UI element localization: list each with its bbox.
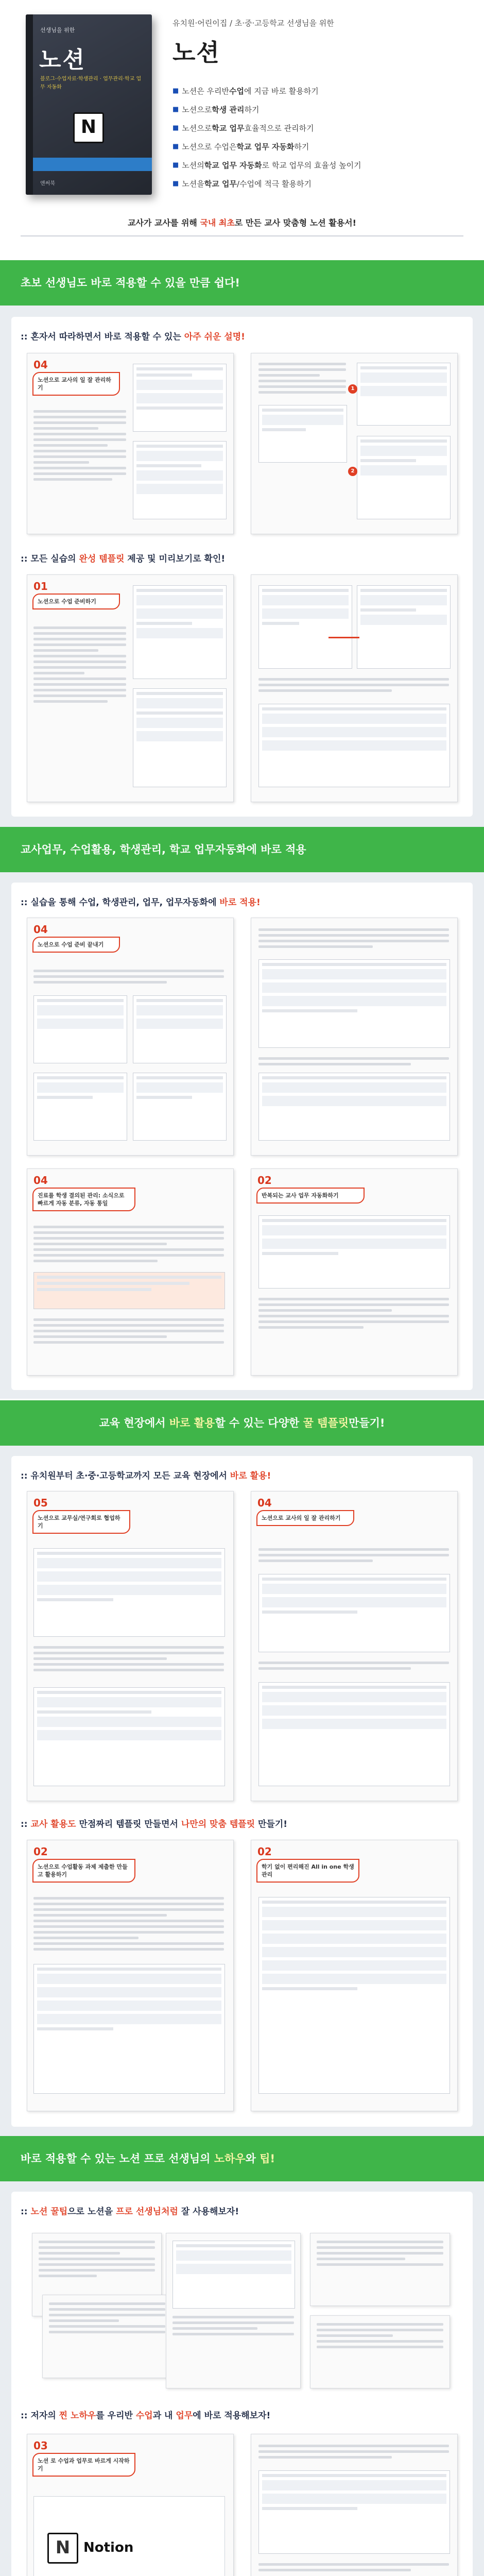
screenshot-thumbnail xyxy=(33,1548,225,1637)
divider xyxy=(21,235,463,236)
section-banner xyxy=(0,827,484,872)
step-number: 04 xyxy=(33,359,48,371)
screenshot-thumbnail xyxy=(133,585,227,679)
step-number: 04 xyxy=(33,1174,48,1187)
page-preview xyxy=(27,918,234,1156)
text-lines xyxy=(258,1057,449,1069)
section-heading: :: 모든 실습의 완성 템플릿 제공 및 미리보기로 확인! xyxy=(21,554,226,564)
feature-list xyxy=(172,81,461,193)
feature-item: ■ 노션으로 수업은 학교 업무 자동화 하기 xyxy=(172,142,309,151)
step-callout: 학기 없이 편리해진 All in one 학생 관리 xyxy=(256,1859,359,1883)
step-callout: 반복되는 교사 업무 자동화하기 xyxy=(256,1188,365,1204)
section-banner-text: 초보 선생님도 바로 적용할 수 있을 만큼 쉽다! xyxy=(21,277,240,289)
text-lines xyxy=(33,1226,224,1265)
text-lines xyxy=(258,928,449,951)
feature-item: ■ 노션으로 학교 업무 효율적으로 관리하기 xyxy=(172,123,314,133)
square-bullet-icon: ■ xyxy=(172,161,179,169)
book-cover-publisher: 앤써북 xyxy=(40,181,55,187)
notion-wordmark: Notion xyxy=(83,2540,134,2555)
screenshot-thumbnail xyxy=(33,1687,225,1786)
screenshot-thumbnail xyxy=(133,441,227,519)
feature-item: ■ 노션은 우리반 수업 에 지금 바로 활용하기 xyxy=(172,86,319,96)
book-cover-keywords: 블로그·수업자료·학생관리 · 업무관리·학교 업무 자동화 xyxy=(40,76,142,90)
section-banner xyxy=(0,260,484,306)
book-cover xyxy=(26,14,152,195)
arrow-icon xyxy=(329,637,359,638)
step-number: 04 xyxy=(257,1497,272,1509)
page-preview xyxy=(27,2434,234,2576)
section-panel xyxy=(11,883,473,1390)
highlight-box xyxy=(33,1272,225,1309)
section-banner-text: 바로 적용할 수 있는 노션 프로 선생님의 노하우와 팁! xyxy=(21,2153,275,2165)
section-banner xyxy=(0,1400,484,1446)
step-number: 02 xyxy=(257,1845,272,1858)
section-heading: :: 실습을 통해 수업, 학생관리, 업무, 업무자동화에 바로 적용! xyxy=(21,897,261,908)
book-cover-band xyxy=(33,158,152,171)
step-number: 05 xyxy=(33,1497,48,1509)
step-callout: 노션 로 수업과 업무로 바르게 시작하기 xyxy=(32,2453,135,2477)
screenshot-thumbnail xyxy=(258,1682,450,1786)
screenshot-thumbnail xyxy=(133,995,227,1063)
section-heading: :: 유치원부터 초·중·고등학교까지 모든 교육 현장에서 바로 활용! xyxy=(21,1471,271,1481)
screenshot-thumbnail xyxy=(258,1574,450,1652)
step-number: 03 xyxy=(33,2439,48,2452)
screenshot-thumbnail xyxy=(258,405,347,463)
notion-logo-icon: N xyxy=(73,112,104,143)
hero-title: 노션 xyxy=(172,39,220,66)
page-preview xyxy=(251,2434,458,2576)
text-lines xyxy=(33,626,126,706)
page-preview xyxy=(27,1840,234,2111)
page-preview xyxy=(27,1168,234,1376)
screenshot-thumbnail xyxy=(357,363,451,426)
step-callout: 노션으로 수업 준비하기 xyxy=(32,594,120,609)
text-lines xyxy=(258,678,449,695)
screenshot-thumbnail xyxy=(258,585,352,669)
text-lines xyxy=(33,1897,224,1954)
section-heading: :: 혼자서 따라하면서 바로 적용할 수 있는 아주 쉬운 설명! xyxy=(21,332,245,342)
text-lines xyxy=(258,2563,449,2574)
screenshot-thumbnail xyxy=(33,1073,127,1141)
section-panel xyxy=(11,2192,473,2576)
step-number: 02 xyxy=(257,1174,272,1187)
section-heading: :: 교사 활용도 만점짜리 템플릿 만들면서 나만의 맞춤 템플릿 만들기! xyxy=(21,1819,288,1829)
screenshot-thumbnail xyxy=(357,436,451,519)
step-callout: 노션으로 교사의 일 잘 관리하기 xyxy=(32,372,120,396)
tip-page-preview xyxy=(310,2315,450,2388)
screenshot-thumbnail xyxy=(33,995,127,1063)
screenshot-thumbnail xyxy=(133,688,227,787)
square-bullet-icon: ■ xyxy=(172,105,179,113)
page-preview xyxy=(251,353,458,534)
text-lines xyxy=(258,363,346,397)
hero-tagline: 교사가 교사를 위해 국내 최초로 만든 교사 맞춤형 노션 활용서! xyxy=(128,218,356,228)
step-number: 04 xyxy=(33,923,48,936)
notion-logo-icon: N xyxy=(47,2533,78,2564)
screenshot-thumbnail xyxy=(133,1073,227,1141)
tip-page-preview xyxy=(166,2233,301,2388)
screenshot-thumbnail xyxy=(258,1897,450,2094)
text-lines xyxy=(33,410,126,484)
page-preview xyxy=(251,918,458,1156)
screenshot-thumbnail xyxy=(33,1964,225,2094)
section-panel xyxy=(11,1456,473,2127)
screenshot-thumbnail xyxy=(258,1073,450,1141)
page-preview xyxy=(27,353,234,534)
square-bullet-icon: ■ xyxy=(172,124,179,132)
page-preview xyxy=(251,1840,458,2111)
text-lines xyxy=(258,1548,449,1565)
screenshot-thumbnail xyxy=(258,704,450,787)
feature-item: ■ 노션의 학교 업무 자동화 로 학교 업무의 효율성 높이기 xyxy=(172,160,361,170)
text-lines xyxy=(258,2445,449,2462)
step-number: 02 xyxy=(33,1845,48,1858)
text-lines xyxy=(33,1646,224,1674)
hero-top-line: 유치원·어린이집 / 초·중·고등학교 선생님을 위한 xyxy=(172,19,334,28)
book-cover-title: 노션 xyxy=(39,47,87,73)
section-heading: :: 노션 꿀팁으로 노션을 프로 선생님처럼 잘 사용해보자! xyxy=(21,2207,239,2217)
text-lines xyxy=(258,1298,449,1332)
text-lines xyxy=(33,1318,224,1347)
step-callout: 노션으로 수업활동 과제 제출한 만들고 활용하기 xyxy=(32,1859,135,1883)
screenshot-thumbnail xyxy=(357,585,451,669)
page-preview xyxy=(251,1168,458,1376)
section-banner-text: 교사업무, 수업활용, 학생관리, 학교 업무자동화에 바로 적용 xyxy=(21,843,306,856)
book-cover-subtitle: 선생님을 위한 xyxy=(40,27,75,33)
step-number: 01 xyxy=(33,580,48,592)
screenshot-thumbnail xyxy=(133,364,227,432)
square-bullet-icon: ■ xyxy=(172,179,179,188)
step-marker-icon: 1 xyxy=(348,384,357,394)
page-preview xyxy=(27,574,234,802)
screenshot-thumbnail xyxy=(258,1215,450,1289)
page-preview xyxy=(27,1491,234,1801)
step-callout: 노션으로 수업 준비 끝내기 xyxy=(32,937,120,953)
notion-intro-image xyxy=(33,2496,225,2576)
square-bullet-icon: ■ xyxy=(172,87,179,95)
tip-page-preview xyxy=(310,2233,450,2306)
text-lines xyxy=(33,970,224,987)
section-banner xyxy=(0,2136,484,2181)
tip-page-preview xyxy=(42,2295,172,2378)
screenshot-thumbnail xyxy=(258,2470,450,2554)
page-preview xyxy=(251,574,458,802)
step-callout: 진료를 학생 결의된 관리: 소식으로 빠르게 자동 분류, 자동 통일 xyxy=(32,1188,135,1211)
feature-item: ■ 노션으로 학생 관리 하기 xyxy=(172,105,260,114)
page-preview xyxy=(251,1491,458,1801)
section-heading: :: 저자의 찐 노하우를 우리반 수업과 내 업무에 바로 적용해보자! xyxy=(21,2411,271,2421)
book-spine xyxy=(26,14,33,195)
screenshot-thumbnail xyxy=(258,959,450,1048)
square-bullet-icon: ■ xyxy=(172,142,179,150)
feature-item: ■ 노션을 학교 업무 /수업에 적극 활용하기 xyxy=(172,179,312,189)
section-banner-text: 교육 현장에서 바로 활용할 수 있는 다양한 꿀 템플릿만들기! xyxy=(99,1417,385,1429)
step-callout: 노션으로 교사의 일 잘 관리하기 xyxy=(256,1510,354,1526)
section-panel xyxy=(11,317,473,817)
step-callout: 노션으로 교무실/연구회로 협업하기 xyxy=(32,1510,130,1534)
text-lines xyxy=(258,1662,449,1673)
step-marker-icon: 2 xyxy=(348,467,357,476)
hero-section xyxy=(0,0,484,260)
